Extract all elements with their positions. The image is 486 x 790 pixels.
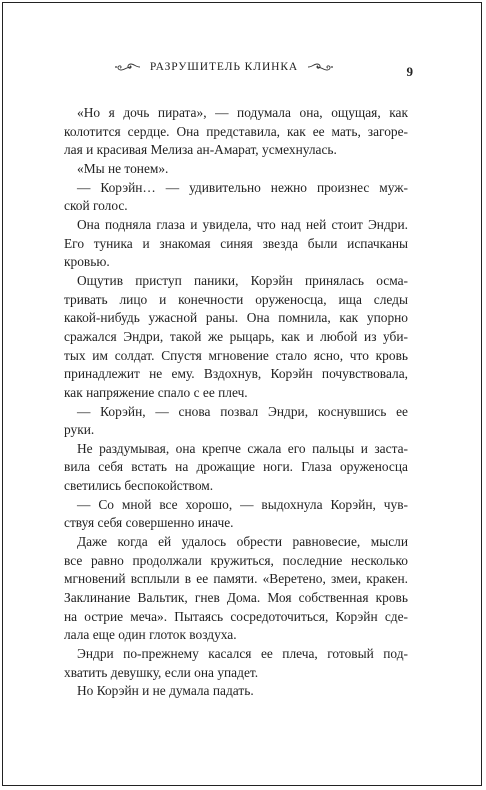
- paragraph: [64, 496, 408, 533]
- text-line: хватить девушку, если она упадет.: [64, 664, 259, 680]
- text-line: — Корэйн… — удивительно нежно произнес муж-: [77, 179, 408, 195]
- text-line: принадлежит не ему. Вздохнув, Корэйн почувствовала,: [64, 366, 408, 382]
- paragraph: [64, 216, 408, 272]
- text-line: как напряжение спало с ее плеч.: [64, 384, 248, 400]
- text-line: мгновений всплыли в ее памяти. «Веретено, змеи, кракен.: [64, 571, 408, 587]
- text-line: «Мы не тонем».: [77, 160, 169, 176]
- text-line: — Корэйн, — снова позвал Эндри, коснувшись ее: [77, 403, 408, 419]
- scroll-ornament-right-icon: [306, 61, 334, 73]
- paragraph: [64, 645, 408, 682]
- text-line: колотится сердце. Она представила, как ее мать, загоре-: [64, 123, 408, 139]
- book-page: [2, 2, 482, 786]
- paragraph: [64, 403, 408, 440]
- text-line: — Со мной все хорошо, — выдохнула Корэйн, чув-: [77, 496, 408, 512]
- text-line: ствуя себя совершенно иначе.: [64, 515, 234, 531]
- text-line: Заклинание Вальтик, гнев Дома. Моя собственная кровь: [64, 590, 408, 606]
- text-line: все равно продолжали кружиться, последние несколько: [64, 552, 408, 568]
- text-line: тых им солдат. Спустя мгновение стало ясно, что кровь: [64, 347, 408, 363]
- running-head: [65, 61, 383, 73]
- text-line: вила себя встать на дрожащие ноги. Глаза оруженосца: [64, 459, 408, 475]
- paragraph: [64, 533, 408, 645]
- text-line: лая и красивая Мелиза ан-Амарат, усмехнулась.: [64, 142, 337, 158]
- paragraph: [64, 179, 408, 216]
- body-text: [64, 104, 408, 701]
- text-line: Эндри по-прежнему касался ее плеча, готовый под-: [77, 646, 408, 662]
- paragraph: [64, 682, 408, 701]
- paragraph: [64, 272, 408, 403]
- text-line: Но Корэйн и не думала падать.: [77, 683, 254, 699]
- text-line: Ощутив приступ паники, Корэйн принялась осма-: [77, 272, 408, 288]
- text-line: Его туника и знакомая синяя звезда были испачканы: [64, 235, 408, 251]
- text-line: светились беспокойством.: [64, 478, 214, 494]
- text-line: на острие меча». Пытаясь сосредоточиться, Корэйн сде-: [64, 608, 408, 624]
- text-line: сражался Эндри, такой же рыцарь, как и любой из уби-: [64, 328, 408, 344]
- page-number: 9: [406, 64, 413, 79]
- text-line: Не раздумывая, она крепче сжала его пальцы и заста-: [77, 440, 408, 456]
- text-line: лала еще один глоток воздуха.: [64, 627, 237, 643]
- text-line: Она подняла глаза и увидела, что над ней стоит Эндри.: [77, 216, 408, 232]
- text-line: ской голос.: [64, 198, 128, 214]
- running-title: РАЗРУШИТЕЛЬ КЛИНКА: [149, 61, 299, 73]
- text-line: «Но я дочь пирата», — подумала она, ощущая, как: [77, 105, 408, 120]
- paragraph: [64, 440, 408, 496]
- page-header: [65, 61, 413, 83]
- paragraph: [64, 160, 408, 179]
- text-line: Даже когда ей удалось обрести равновесие, мысли: [77, 534, 408, 550]
- text-line: какой-нибудь ужасной раны. Она помнила, как упорно: [64, 310, 408, 326]
- text-line: кровью.: [64, 254, 110, 270]
- text-line: тривать лицо и конечности оруженосца, ища следы: [64, 291, 408, 307]
- text-line: руки.: [64, 422, 95, 438]
- paragraph: [64, 104, 408, 160]
- scroll-ornament-left-icon: [114, 61, 142, 73]
